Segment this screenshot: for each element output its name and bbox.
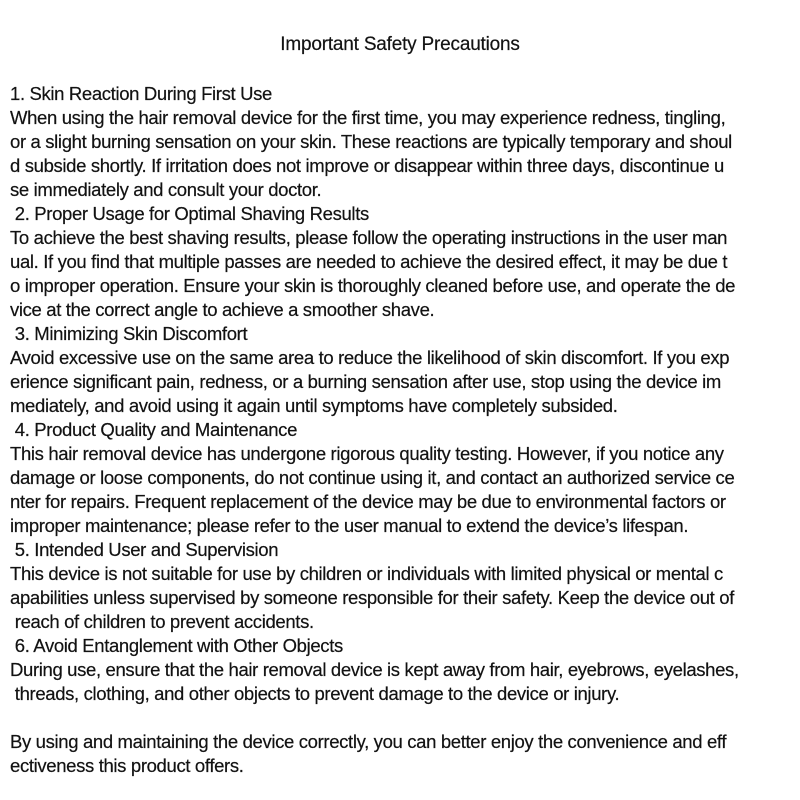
section-heading: 1. Skin Reaction During First Use xyxy=(10,83,272,104)
section-skin-reaction xyxy=(10,82,800,202)
section-heading: 3. Minimizing Skin Discomfort xyxy=(10,323,248,344)
section-text: During use, ensure that the hair removal device is kept away from hair, eyebrows, eyelashes, threads, clothing, and other objects to prevent damage to the device or injury. xyxy=(10,659,739,704)
document-body xyxy=(0,82,800,778)
section-text: When using the hair removal device for the first time, you may experience redness, tingling, or a slight burning sensation on your skin. These reactions are typically temporary and shoul d subside shortly. If irritation does not improve or disappear within three days, discontinue u se immediately and consult your doctor. xyxy=(10,107,732,200)
closing-paragraph: By using and maintaining the device correctly, you can better enjoy the convenience and eff ectiveness this product offers. xyxy=(10,731,727,776)
section-intended-user xyxy=(10,538,800,634)
section-heading: 5. Intended User and Supervision xyxy=(10,539,279,560)
section-text: To achieve the best shaving results, please follow the operating instructions in the user man ual. If you find that multiple passes are needed to achieve the desired effect, it may be due t o improper operation. Ensure your skin is thoroughly cleaned before use, and operate the de vice at the correct angle to achieve a smoother shave. xyxy=(10,227,736,320)
page-title: Important Safety Precautions xyxy=(280,34,520,55)
section-text: This device is not suitable for use by children or individuals with limited physical or mental c apabilities unless supervised by someone responsible for their safety. Keep the device out of reach of children to prevent accidents. xyxy=(10,563,734,632)
section-heading: 2. Proper Usage for Optimal Shaving Results xyxy=(10,203,369,224)
section-heading: 6. Avoid Entanglement with Other Objects xyxy=(10,635,343,656)
section-avoid-entanglement xyxy=(10,634,800,706)
section-text: This hair removal device has undergone rigorous quality testing. However, if you notice any damage or loose components, do not continue using it, and contact an authorized service ce nter for repairs. Frequent replacement of the device may be due to environmental factors or improper maintenance; please refer to the user manual to extend the device’s lifespan. xyxy=(10,443,735,536)
section-skin-discomfort xyxy=(10,322,800,418)
section-proper-usage xyxy=(10,202,800,322)
section-heading: 4. Product Quality and Maintenance xyxy=(10,419,298,440)
section-text: Avoid excessive use on the same area to reduce the likelihood of skin discomfort. If you exp erience significant pain, redness, or a burning sensation after use, stop using the device im mediately, and avoid using it again until symptoms have completely subsided. xyxy=(10,347,730,416)
section-quality-maintenance xyxy=(10,418,800,538)
